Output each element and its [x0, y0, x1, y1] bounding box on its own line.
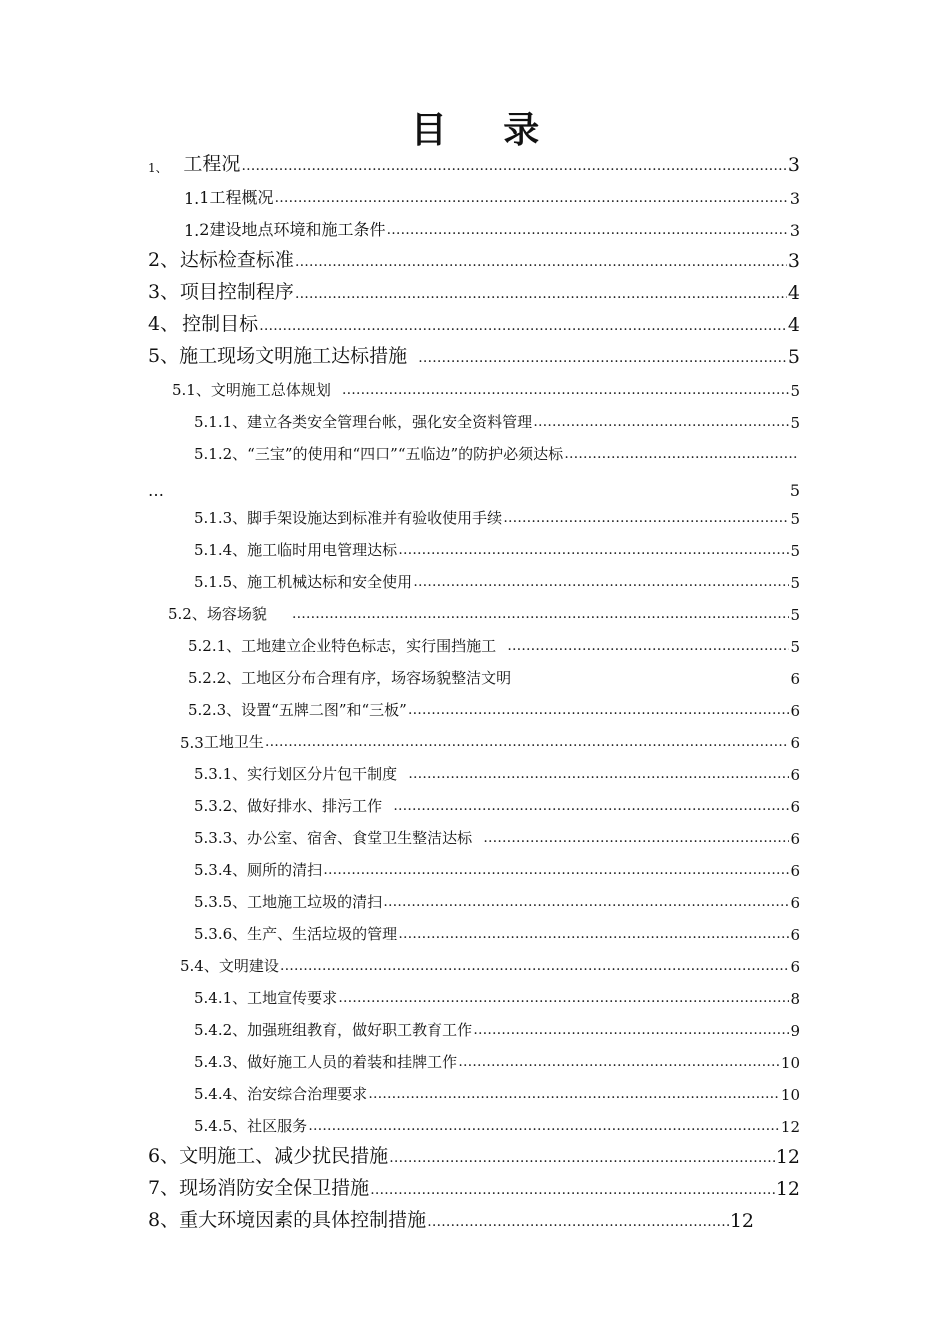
toc-page: 6 [790, 798, 800, 816]
toc-entry-5-4-1[interactable] [194, 978, 800, 1008]
toc-title: 治安综合治理要求 [247, 1085, 368, 1103]
toc-title: 社区服务 [247, 1117, 308, 1135]
toc-title: 加强班组教育，做好职工教育工作 [247, 1021, 473, 1039]
toc-title: 工地建立企业特色标志，实行围挡施工 [241, 637, 497, 655]
toc-entry-5-3-6[interactable] [194, 914, 800, 944]
toc-entry-1-2[interactable] [184, 210, 800, 240]
toc-entry-5-1-4[interactable] [194, 530, 800, 560]
toc-number: 5.4、 [180, 957, 219, 975]
toc-page: 5 [790, 510, 800, 528]
toc-entry-5-1-3[interactable] [194, 498, 800, 528]
leader-dots [427, 1214, 729, 1230]
toc-page: 6 [790, 830, 800, 848]
toc-page: 5 [790, 382, 800, 400]
toc-entry-5-1-2-continuation[interactable] [148, 470, 800, 500]
toc-entry-5-2-3[interactable] [188, 690, 800, 720]
toc-number: 5.4.1、 [194, 989, 248, 1007]
toc-title: 重大环境因素的具体控制措施 [179, 1209, 427, 1231]
toc-entry-5-1-1[interactable] [194, 402, 800, 432]
toc-title: 项目控制程序 [179, 281, 294, 303]
leader-dots [323, 862, 789, 878]
toc-entry-5-4-5[interactable] [194, 1106, 800, 1136]
leader-dots [342, 382, 790, 398]
toc-entry-5[interactable] [148, 338, 800, 368]
leader-dots [370, 1182, 775, 1198]
leader-dots: … [148, 481, 164, 500]
leader-dots [292, 606, 790, 622]
toc-page: 9 [790, 1022, 800, 1040]
toc-title: 施工临时用电管理达标 [247, 541, 398, 559]
toc-title: “三宝”的使用和“四口”“五临边”的防护必须达标 [247, 445, 564, 463]
toc-entry-5-1-5[interactable] [194, 562, 800, 592]
toc-number: 5.1.1、 [194, 413, 248, 431]
leader-dots [408, 702, 790, 718]
toc-title: 施工现场文明施工达标措施 [179, 345, 408, 367]
toc-page: 12 [729, 1210, 754, 1232]
toc-page: 6 [790, 670, 800, 688]
toc-title: 实行划区分片包干制度 [247, 765, 398, 783]
leader-dots [383, 894, 789, 910]
toc-title: 做好施工人员的着装和挂牌工作 [247, 1053, 458, 1071]
leader-dots [295, 286, 787, 302]
leader-dots [398, 926, 789, 942]
toc-number: 6、 [148, 1145, 180, 1167]
toc-entry-1-1[interactable] [184, 178, 800, 208]
toc-page: 6 [790, 766, 800, 784]
toc-number: 5.4.2、 [194, 1021, 248, 1039]
toc-number: 2、 [148, 249, 180, 271]
toc-number: 5.1.4、 [194, 541, 248, 559]
leader-dots [265, 734, 790, 750]
toc-number: 1. [184, 189, 200, 208]
leader-dots [408, 766, 789, 782]
toc-title: 控制目标 [182, 313, 259, 335]
leader-dots [338, 990, 789, 1006]
leader-dots [473, 1022, 789, 1038]
toc-number: 5.1、 [172, 381, 211, 399]
toc-page: 5 [790, 414, 800, 432]
toc-number: 5.4.3、 [194, 1053, 248, 1071]
leader-dots [368, 1086, 780, 1102]
toc-page: 5 [789, 481, 800, 500]
toc-number: 5.4.4、 [194, 1085, 248, 1103]
page-title: 目 录 [410, 109, 562, 151]
toc-page: 5 [790, 542, 800, 560]
toc-title: 施工机械达标和安全使用 [247, 573, 413, 591]
toc-page: 3 [789, 221, 800, 240]
toc-entry-5-4-3[interactable] [194, 1042, 800, 1072]
toc-number: 5.3.6、 [194, 925, 248, 943]
toc-title: 工地卫生 [203, 733, 264, 751]
toc-number: 3、 [148, 281, 180, 303]
leader-dots [389, 1150, 775, 1166]
toc-title: 工地施工垃圾的清扫 [247, 893, 383, 911]
toc-page: 6 [790, 894, 800, 912]
toc-title: 厕所的清扫 [247, 861, 323, 879]
toc-entry-5-3-1[interactable] [194, 754, 800, 784]
toc-title: 现场消防安全保卫措施 [179, 1177, 370, 1199]
toc-number: 5.2.1、 [188, 637, 242, 655]
toc-page: 5 [790, 574, 800, 592]
toc-page: 6 [790, 862, 800, 880]
toc-title: 设置“五牌二图”和“三板” [241, 701, 407, 719]
toc-number: 1. [184, 221, 200, 240]
toc-title: 2建设地点环境和施工条件 [199, 220, 386, 239]
toc-title: 生产、生活垃圾的管理 [247, 925, 398, 943]
leader-dots [259, 318, 787, 334]
toc-page: 12 [780, 1118, 800, 1136]
toc-entry-5-3-4[interactable] [194, 850, 800, 880]
toc-number: 4、 [148, 313, 180, 335]
toc-number: 5、 [148, 345, 180, 367]
toc-page: 5 [790, 638, 800, 656]
toc-title: 做好排水、排污工作 [247, 797, 383, 815]
toc-title: 场容场貌 [206, 605, 267, 623]
toc-number: 8、 [148, 1209, 180, 1231]
toc-number: 5.3.3、 [194, 829, 248, 847]
toc-page: 12 [775, 1146, 800, 1168]
toc-entry-5-4-2[interactable] [194, 1010, 800, 1040]
toc-number: 5.2.2、 [188, 669, 242, 687]
leader-dots [503, 510, 789, 526]
toc-number: 7、 [148, 1177, 180, 1199]
toc-page: 3 [787, 250, 800, 272]
toc-page: 4 [787, 282, 800, 304]
toc-title: 脚手架设施达到标准并有验收使用手续 [247, 509, 503, 527]
leader-dots [483, 830, 789, 846]
leader-dots [413, 574, 789, 590]
toc-entry-3[interactable] [148, 274, 800, 304]
toc-page: 6 [790, 958, 800, 976]
toc-page: 6 [790, 702, 800, 720]
toc-page: 12 [775, 1178, 800, 1200]
toc-page: 6 [790, 926, 800, 944]
toc-title: 文明施工、减少扰民措施 [179, 1145, 389, 1167]
toc-title: 达标检查标准 [179, 249, 294, 271]
toc-number: 5.3.4、 [194, 861, 248, 879]
toc-number: 5.1.5、 [194, 573, 248, 591]
toc-entry-5-3-2[interactable] [194, 786, 800, 816]
toc-number: 5.3.2、 [194, 797, 248, 815]
toc-entry-5-3[interactable] [180, 722, 800, 752]
toc-title: 工地区分布合理有序，场容场貌整洁文明 [241, 669, 512, 687]
toc-entry-1[interactable] [148, 146, 800, 176]
toc-entry-5-4[interactable] [180, 946, 800, 976]
toc-page: 6 [790, 734, 800, 752]
leader-dots [458, 1054, 780, 1070]
leader-dots [241, 158, 787, 174]
toc-entry-5-2[interactable] [168, 594, 800, 624]
toc-page: 10 [780, 1054, 800, 1072]
toc-number: 5.1.2、 [194, 445, 248, 463]
toc-entry-8[interactable] [148, 1202, 754, 1232]
toc-entry-5-3-3[interactable] [194, 818, 800, 848]
toc-page: 8 [790, 990, 800, 1008]
toc-page: 5 [790, 606, 800, 624]
toc-title: 工地宣传要求 [247, 989, 338, 1007]
toc-number: 5.3.1、 [194, 765, 248, 783]
toc-entry-6[interactable] [148, 1138, 800, 1168]
toc-number: 5.3 [180, 734, 204, 752]
toc-number: 5.2、 [168, 605, 207, 623]
leader-dots [308, 1118, 780, 1134]
leader-dots [564, 446, 799, 462]
leader-dots [274, 190, 788, 206]
toc-page: 3 [789, 189, 800, 208]
toc-number: 5.2.3、 [188, 701, 242, 719]
toc-page: 3 [787, 154, 800, 176]
toc-title: 文明施工总体规划 [210, 381, 331, 399]
toc-entry-5-1-2[interactable] [194, 434, 800, 464]
toc-entry-5-2-1[interactable] [188, 626, 800, 656]
toc-entry-2[interactable] [148, 242, 800, 272]
toc-number: 5.3.5、 [194, 893, 248, 911]
toc-entry-5-3-5[interactable] [194, 882, 800, 912]
leader-dots [398, 542, 789, 558]
toc-number: 5.4.5、 [194, 1117, 248, 1135]
toc-entry-4[interactable] [148, 306, 800, 336]
toc-page: 10 [780, 1086, 800, 1104]
leader-dots [533, 414, 789, 430]
toc-title: 文明建设 [218, 957, 279, 975]
toc-title: 办公室、宿舍、食堂卫生整洁达标 [247, 829, 473, 847]
toc-number: 1、 [148, 161, 168, 175]
leader-dots [393, 798, 789, 814]
toc-page: 5 [787, 346, 800, 368]
leader-dots [386, 222, 788, 238]
leader-dots [280, 958, 790, 974]
toc-number: 5.1.3、 [194, 509, 248, 527]
leader-dots [507, 638, 789, 654]
toc-title: 建立各类安全管理台帐，强化安全资料管理 [247, 413, 533, 431]
toc-entry-5-2-2[interactable] [188, 658, 800, 688]
toc-title: 工程况 [183, 153, 241, 175]
toc-entry-7[interactable] [148, 1170, 800, 1200]
leader-dots [295, 254, 787, 270]
toc-title: 1工程概况 [199, 188, 274, 207]
toc-entry-5-4-4[interactable] [194, 1074, 800, 1104]
toc-page: 4 [787, 314, 800, 336]
leader-dots [418, 350, 787, 366]
toc-entry-5-1[interactable] [172, 370, 800, 400]
